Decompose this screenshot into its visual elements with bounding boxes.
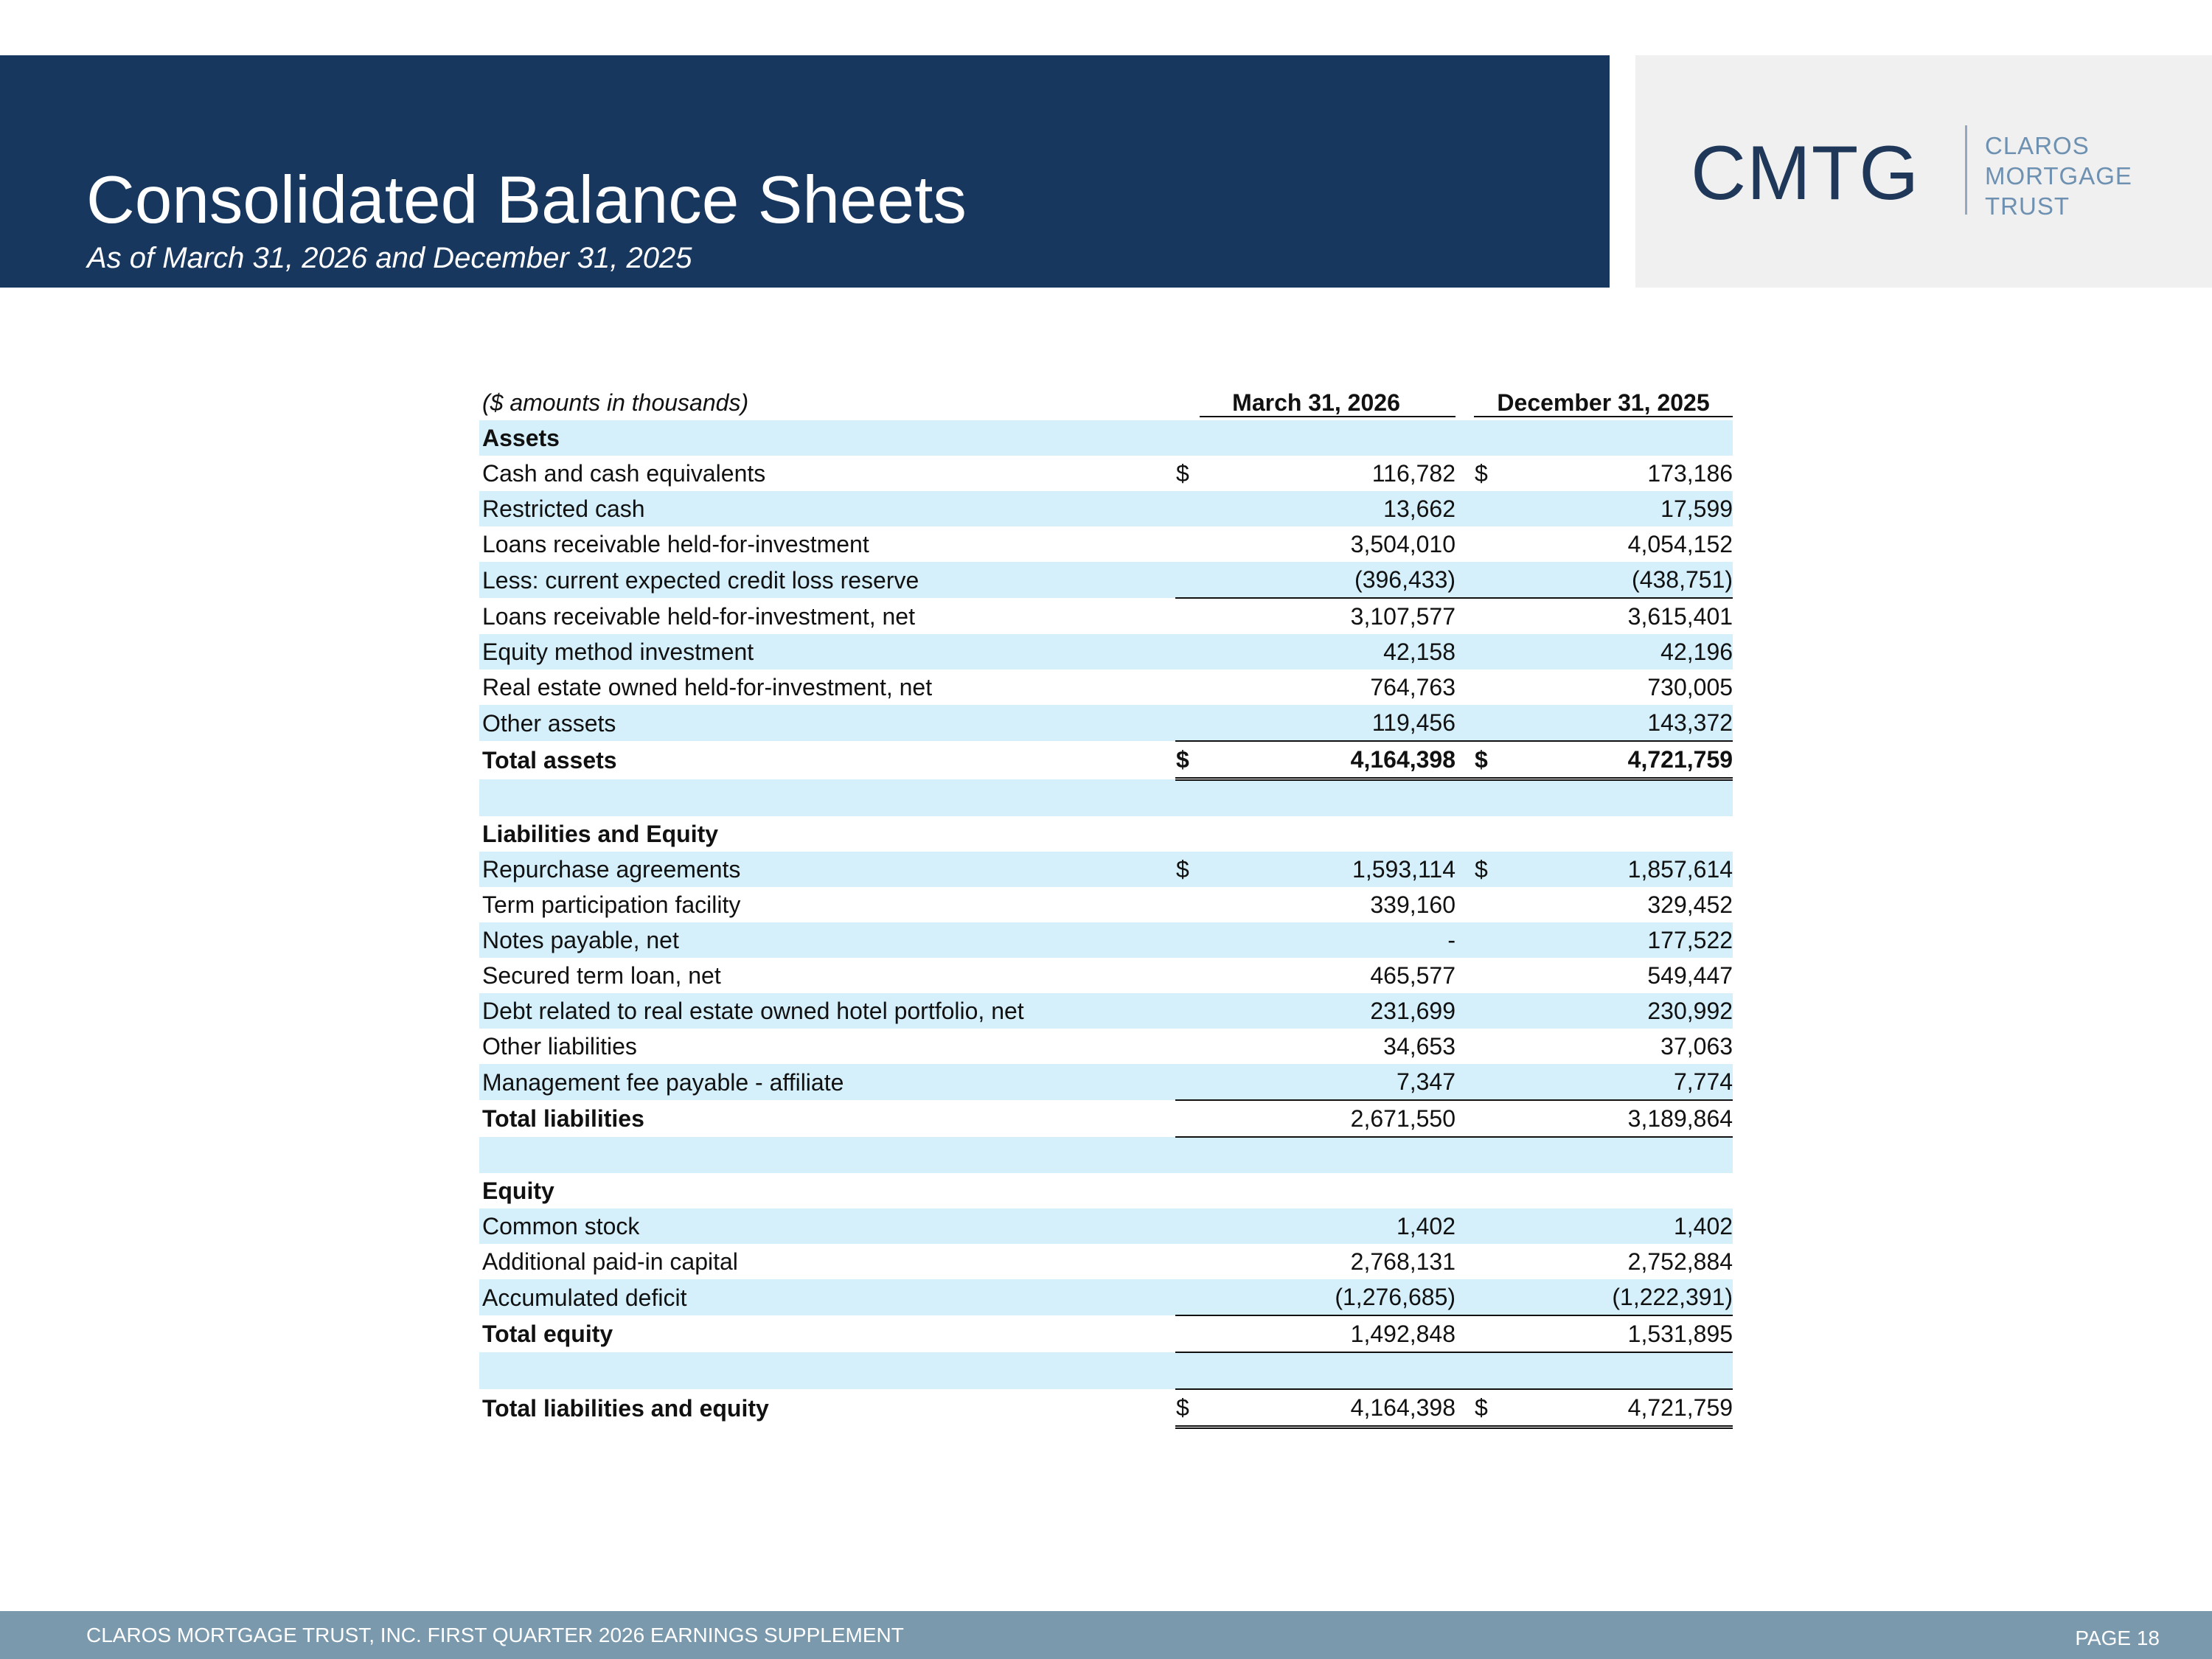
row-label: Loans receivable held-for-investment [482, 531, 869, 557]
row-label: Debt related to real estate owned hotel portfolio, net [479, 993, 1175, 1029]
row-label: Liabilities and Equity [482, 821, 719, 847]
spacer-row [479, 1352, 1733, 1389]
row-label: Total assets [482, 746, 617, 773]
column-header-march-2026 [1175, 385, 1455, 420]
row-label [479, 1137, 1175, 1173]
prior-value: (1,222,391) [1497, 1279, 1733, 1315]
table-row [479, 705, 1733, 741]
prior-value [1497, 779, 1733, 817]
prior-value: 4,721,759 [1497, 1389, 1733, 1427]
row-label: Additional paid-in capital [482, 1248, 738, 1275]
prior-value: 4,054,152 [1627, 531, 1733, 557]
current-value: 1,593,114 [1198, 852, 1455, 887]
prior-value: 3,615,401 [1497, 598, 1733, 634]
units-note: ($ amounts in thousands) [482, 389, 749, 416]
table-row [479, 887, 1733, 922]
column-gap [1455, 669, 1474, 705]
prior-value: 42,196 [1497, 634, 1733, 669]
row-label: Total equity [482, 1321, 613, 1347]
column-gap [1455, 1173, 1474, 1208]
current-value: 339,160 [1370, 891, 1456, 918]
page-title: Consolidated Balance Sheets [86, 163, 967, 237]
current-value [1198, 1352, 1455, 1389]
prior-value: 2,752,884 [1627, 1248, 1733, 1275]
prior-dollar-sign [1474, 1137, 1497, 1173]
prior-value [1497, 816, 1733, 852]
column-gap [1455, 741, 1474, 779]
prior-dollar-sign [1474, 887, 1497, 922]
table-row [479, 1029, 1733, 1064]
prior-value: 143,372 [1497, 705, 1733, 741]
current-value: 4,164,398 [1198, 741, 1455, 779]
prior-dollar-sign [1474, 526, 1497, 562]
column-gap [1455, 562, 1474, 598]
column-gap [1455, 1137, 1474, 1173]
prior-value: 177,522 [1497, 922, 1733, 958]
prior-value: 329,452 [1647, 891, 1733, 918]
column-gap [1455, 1352, 1474, 1389]
prior-dollar-sign [1474, 1173, 1497, 1208]
prior-dollar-sign [1474, 705, 1497, 741]
row-label: Loans receivable held-for-investment, net [482, 602, 915, 630]
row-label: Real estate owned held-for-investment, net [482, 674, 933, 700]
prior-dollar-sign [1474, 993, 1497, 1029]
row-label: Cash and cash equivalents [482, 460, 766, 487]
prior-value: 37,063 [1660, 1033, 1733, 1060]
table-row [479, 1244, 1733, 1279]
prior-dollar-sign: $ [1474, 1389, 1497, 1427]
prior-dollar-sign [1474, 1208, 1497, 1244]
table-row [479, 456, 1733, 491]
current-dollar-sign [1175, 1315, 1198, 1352]
row-label: Equity method investment [479, 634, 1175, 669]
table-row [479, 562, 1733, 598]
prior-dollar-sign [1474, 922, 1497, 958]
column-header-december-2025 [1474, 385, 1733, 420]
current-dollar-sign [1175, 1208, 1198, 1244]
row-label [479, 1352, 1175, 1389]
total-row [479, 741, 1733, 779]
prior-value: 230,992 [1497, 993, 1733, 1029]
prior-dollar-sign [1474, 1279, 1497, 1315]
prior-value: 7,774 [1497, 1064, 1733, 1100]
prior-dollar-sign [1474, 1244, 1497, 1279]
row-label: Assets [479, 420, 1175, 456]
current-dollar-sign [1175, 887, 1198, 922]
current-value [1198, 420, 1455, 456]
current-dollar-sign [1175, 1244, 1198, 1279]
current-dollar-sign [1175, 526, 1198, 562]
row-label: Repurchase agreements [479, 852, 1175, 887]
prior-dollar-sign [1474, 816, 1497, 852]
column-gap [1455, 420, 1474, 456]
prior-dollar-sign [1474, 562, 1497, 598]
column-gap [1455, 922, 1474, 958]
current-dollar-sign: $ [1175, 741, 1198, 779]
prior-dollar-sign: $ [1474, 852, 1497, 887]
current-value: - [1198, 922, 1455, 958]
column-gap [1455, 958, 1474, 993]
table-row [479, 634, 1733, 669]
current-value: 7,347 [1198, 1064, 1455, 1100]
row-label: Common stock [479, 1208, 1175, 1244]
current-dollar-sign [1175, 705, 1198, 741]
current-value [1198, 1137, 1455, 1173]
section-heading-row [479, 1173, 1733, 1208]
current-dollar-sign [1175, 1352, 1198, 1389]
column-gap [1455, 1029, 1474, 1064]
total-row [479, 1315, 1733, 1352]
company-logo-mark: CMTG [1691, 131, 1920, 216]
current-dollar-sign: $ [1175, 1389, 1198, 1427]
column-gap [1455, 456, 1474, 491]
column-gap [1455, 1389, 1474, 1427]
current-dollar-sign: $ [1175, 852, 1198, 887]
table-row [479, 1279, 1733, 1315]
current-dollar-sign [1175, 922, 1198, 958]
current-value: 1,492,848 [1198, 1315, 1455, 1352]
current-value: 4,164,398 [1198, 1389, 1455, 1427]
current-dollar-sign [1175, 1029, 1198, 1064]
prior-value: 1,531,895 [1497, 1315, 1733, 1352]
row-label: Total liabilities and equity [482, 1394, 769, 1422]
column-gap [1455, 491, 1474, 526]
column-gap [1455, 993, 1474, 1029]
current-value [1198, 779, 1455, 817]
company-logo-wordmark [1985, 131, 2140, 222]
table-row [479, 852, 1733, 887]
prior-value [1497, 1137, 1733, 1173]
table-row [479, 491, 1733, 526]
current-value [1198, 816, 1455, 852]
current-dollar-sign [1175, 958, 1198, 993]
logo-divider [1965, 125, 1967, 215]
column-gap [1455, 1208, 1474, 1244]
table-row [479, 922, 1733, 958]
column-gap [1455, 385, 1474, 420]
current-dollar-sign [1175, 598, 1198, 634]
prior-value [1497, 420, 1733, 456]
column-gap [1455, 1100, 1474, 1137]
total-row [479, 1389, 1733, 1427]
section-heading-row [479, 420, 1733, 456]
current-value: 2,768,131 [1350, 1248, 1456, 1275]
prior-value: 730,005 [1647, 674, 1733, 700]
prior-value: 173,186 [1647, 460, 1733, 487]
table-row [479, 1208, 1733, 1244]
current-dollar-sign [1175, 634, 1198, 669]
current-value: 34,653 [1383, 1033, 1456, 1060]
logo-wordmark-line: TRUST [1985, 192, 2070, 220]
spacer-row [479, 779, 1733, 817]
table-row [479, 993, 1733, 1029]
row-label: Other liabilities [482, 1033, 637, 1060]
column-gap [1455, 1315, 1474, 1352]
column-header-label: December 31, 2025 [1497, 389, 1710, 416]
prior-dollar-sign [1474, 1029, 1497, 1064]
current-value: (396,433) [1198, 562, 1455, 598]
current-dollar-sign [1175, 1064, 1198, 1100]
current-dollar-sign [1175, 1100, 1198, 1137]
prior-dollar-sign [1474, 491, 1497, 526]
current-value: (1,276,685) [1198, 1279, 1455, 1315]
prior-value [1497, 1352, 1733, 1389]
current-dollar-sign [1175, 816, 1198, 852]
column-header-label: March 31, 2026 [1232, 389, 1400, 416]
row-label: Accumulated deficit [479, 1279, 1175, 1315]
section-heading-row [479, 816, 1733, 852]
prior-dollar-sign [1474, 420, 1497, 456]
column-gap [1455, 1244, 1474, 1279]
column-gap [1455, 779, 1474, 817]
row-label: Total liabilities [482, 1105, 644, 1132]
row-label: Secured term loan, net [482, 962, 721, 989]
footer-text: CLAROS MORTGAGE TRUST, INC. FIRST QUARTER 2026 EARNINGS SUPPLEMENT [86, 1624, 904, 1646]
current-value: 119,456 [1198, 705, 1455, 741]
current-dollar-sign [1175, 779, 1198, 817]
current-value: 2,671,550 [1198, 1100, 1455, 1137]
current-value: 1,402 [1198, 1208, 1455, 1244]
column-gap [1455, 816, 1474, 852]
prior-dollar-sign [1474, 598, 1497, 634]
current-value: 13,662 [1198, 491, 1455, 526]
prior-value: 1,857,614 [1497, 852, 1733, 887]
page-subtitle: As of March 31, 2026 and December 31, 2025 [87, 242, 692, 274]
prior-dollar-sign [1474, 779, 1497, 817]
current-dollar-sign [1175, 1279, 1198, 1315]
row-label: Management fee payable - affiliate [479, 1064, 1175, 1100]
prior-value: 3,189,864 [1497, 1100, 1733, 1137]
logo-wordmark-line: CLAROS [1985, 132, 2090, 159]
row-label: Less: current expected credit loss reserve [479, 562, 1175, 598]
row-label: Other assets [479, 705, 1175, 741]
row-label: Restricted cash [479, 491, 1175, 526]
table-row [479, 669, 1733, 705]
current-value: 465,577 [1370, 962, 1456, 989]
table-row [479, 526, 1733, 562]
logo-wordmark-line: MORTGAGE [1985, 161, 2132, 189]
prior-dollar-sign [1474, 1352, 1497, 1389]
table-row [479, 958, 1733, 993]
current-dollar-sign [1175, 562, 1198, 598]
prior-dollar-sign [1474, 1100, 1497, 1137]
prior-value: 1,402 [1497, 1208, 1733, 1244]
current-value: 3,107,577 [1198, 598, 1455, 634]
row-label: Notes payable, net [479, 922, 1175, 958]
prior-dollar-sign: $ [1474, 741, 1497, 779]
prior-dollar-sign [1474, 634, 1497, 669]
table-row [479, 598, 1733, 634]
row-label: Term participation facility [482, 891, 741, 918]
row-label: Equity [482, 1178, 554, 1204]
row-label [479, 779, 1175, 817]
current-value: 3,504,010 [1350, 531, 1456, 557]
current-dollar-sign [1175, 669, 1198, 705]
column-gap [1455, 887, 1474, 922]
current-value: 116,782 [1371, 460, 1456, 487]
prior-value: 4,721,759 [1497, 741, 1733, 779]
table-header-row [479, 385, 1733, 420]
column-gap [1455, 1064, 1474, 1100]
prior-value: 549,447 [1647, 962, 1733, 989]
spacer-row [479, 1137, 1733, 1173]
current-dollar-sign [1175, 491, 1198, 526]
prior-value: (438,751) [1497, 562, 1733, 598]
column-gap [1455, 705, 1474, 741]
column-gap [1455, 526, 1474, 562]
balance-sheet-table [479, 385, 1733, 1429]
current-dollar-sign [1175, 1173, 1198, 1208]
column-gap [1455, 598, 1474, 634]
current-dollar-sign: $ [1176, 460, 1189, 487]
prior-value: 17,599 [1497, 491, 1733, 526]
prior-dollar-sign: $ [1475, 460, 1488, 487]
current-value: 42,158 [1198, 634, 1455, 669]
current-dollar-sign [1175, 993, 1198, 1029]
column-gap [1455, 1279, 1474, 1315]
prior-dollar-sign [1474, 1315, 1497, 1352]
current-value: 764,763 [1370, 674, 1456, 700]
prior-dollar-sign [1474, 958, 1497, 993]
current-dollar-sign [1175, 420, 1198, 456]
column-gap [1455, 634, 1474, 669]
page-number: PAGE 18 [2075, 1627, 2160, 1649]
current-value: 231,699 [1198, 993, 1455, 1029]
total-row [479, 1100, 1733, 1137]
prior-dollar-sign [1474, 669, 1497, 705]
table-row [479, 1064, 1733, 1100]
current-dollar-sign [1175, 1137, 1198, 1173]
prior-dollar-sign [1474, 1064, 1497, 1100]
column-gap [1455, 852, 1474, 887]
current-value [1198, 1173, 1455, 1208]
prior-value [1497, 1173, 1733, 1208]
